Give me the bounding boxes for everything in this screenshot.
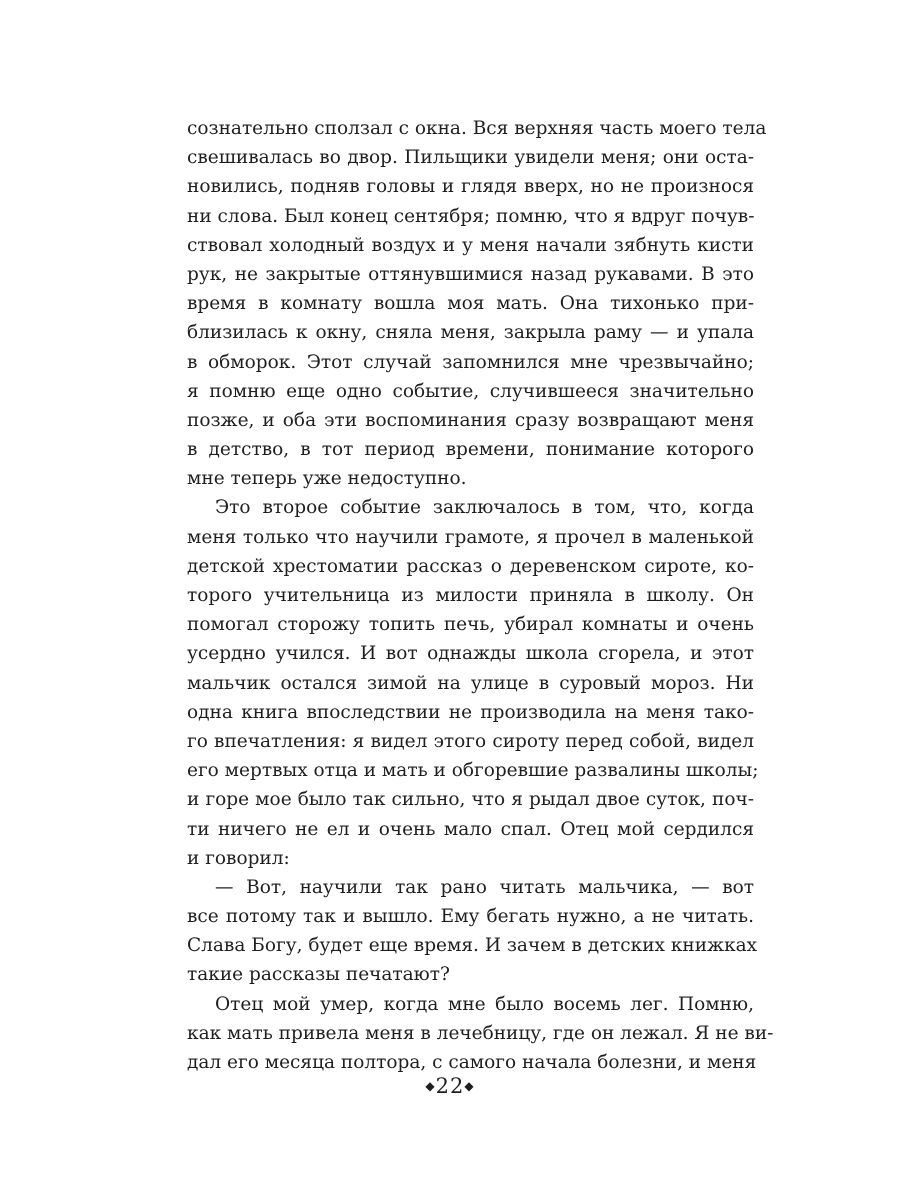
text-line: го впечатления: я видел этого сироту перед собой, видел xyxy=(187,730,754,752)
text-line: одна книга впоследствии не производила на меня тако- xyxy=(187,701,754,723)
text-line: рук, не закрытые оттянувшимися назад рукавами. В это xyxy=(187,263,754,285)
text-line: время в комнату вошла моя мать. Она тихонько при- xyxy=(187,293,754,315)
text-line: Это второе событие заключалось в том, что, когда xyxy=(215,497,754,519)
paragraph xyxy=(187,873,758,990)
text-line: позже, и оба эти воспоминания сразу возвращают меня xyxy=(187,409,754,431)
body-text xyxy=(187,114,774,1077)
text-line: такие рассказы печатают? xyxy=(187,964,450,986)
paragraph xyxy=(187,990,774,1078)
text-line: новились, подняв головы и глядя вверх, но не произнося xyxy=(187,176,754,198)
text-line: как мать привела меня в лечебницу, где он лежал. Я не ви- xyxy=(187,1022,774,1044)
text-line: детской хрестоматии рассказ о деревенском сироте, ко- xyxy=(187,555,754,577)
text-line: усердно учился. И вот однажды школа сгорела, и этот xyxy=(187,643,754,665)
text-line: сознательно сползал с окна. Вся верхняя часть моего тела xyxy=(187,118,767,139)
text-line: Отец мой умер, когда мне было восемь лег. Помню, xyxy=(215,993,754,1015)
text-line: его мертвых отца и мать и обгоревшие развалины школы; xyxy=(187,760,759,782)
text-line: и говорил: xyxy=(187,847,290,869)
paragraph xyxy=(187,493,759,872)
text-line: Слава Богу, будет еще время. И зачем в детских книжках xyxy=(187,935,758,957)
page-number: 22 xyxy=(435,1074,465,1098)
text-line: и горе мое было так сильно, что я рыдал двое суток, поч- xyxy=(187,789,754,811)
paragraph xyxy=(187,114,767,493)
text-line: в детство, в тот период времени, понимание которого xyxy=(187,439,754,461)
text-line: в обморок. Этот случай запомнился мне чрезвычайно; xyxy=(187,351,754,373)
text-line: помогал сторожу топить печь, убирал комнаты и очень xyxy=(187,614,754,636)
text-line: близилась к окну, сняла меня, закрыла раму — и упала xyxy=(187,322,754,344)
text-line: мальчик остался зимой на улице в суровый мороз. Ни xyxy=(187,672,754,694)
ornament-left-icon: ◆ xyxy=(425,1078,436,1093)
text-line: — Вот, научили так рано читать мальчика, — вот xyxy=(215,876,754,898)
text-line: ти ничего не ел и очень мало спал. Отец мой сердился xyxy=(187,818,754,840)
text-line: ни слова. Был конец сентября; помню, что я вдруг почув- xyxy=(187,205,755,227)
page-number-footer xyxy=(0,1074,900,1098)
ornament-right-icon: ◆ xyxy=(464,1078,475,1093)
text-line: я помню еще одно событие, случившееся значительно xyxy=(187,380,754,402)
text-line: меня только что научили грамоте, я прочел в маленькой xyxy=(187,526,754,548)
text-line: все потому так и вышло. Ему бегать нужно, а не читать. xyxy=(187,906,754,928)
text-line: свешивалась во двор. Пильщики увидели меня; они оста- xyxy=(187,147,754,169)
text-line: мне теперь уже недоступно. xyxy=(187,468,467,490)
text-line: дал его месяца полтора, с самого начала болезни, и меня xyxy=(187,1052,757,1073)
text-line: ствовал холодный воздух и у меня начали зябнуть кисти xyxy=(187,234,754,256)
text-line: торого учительница из милости приняла в школу. Он xyxy=(187,585,754,606)
